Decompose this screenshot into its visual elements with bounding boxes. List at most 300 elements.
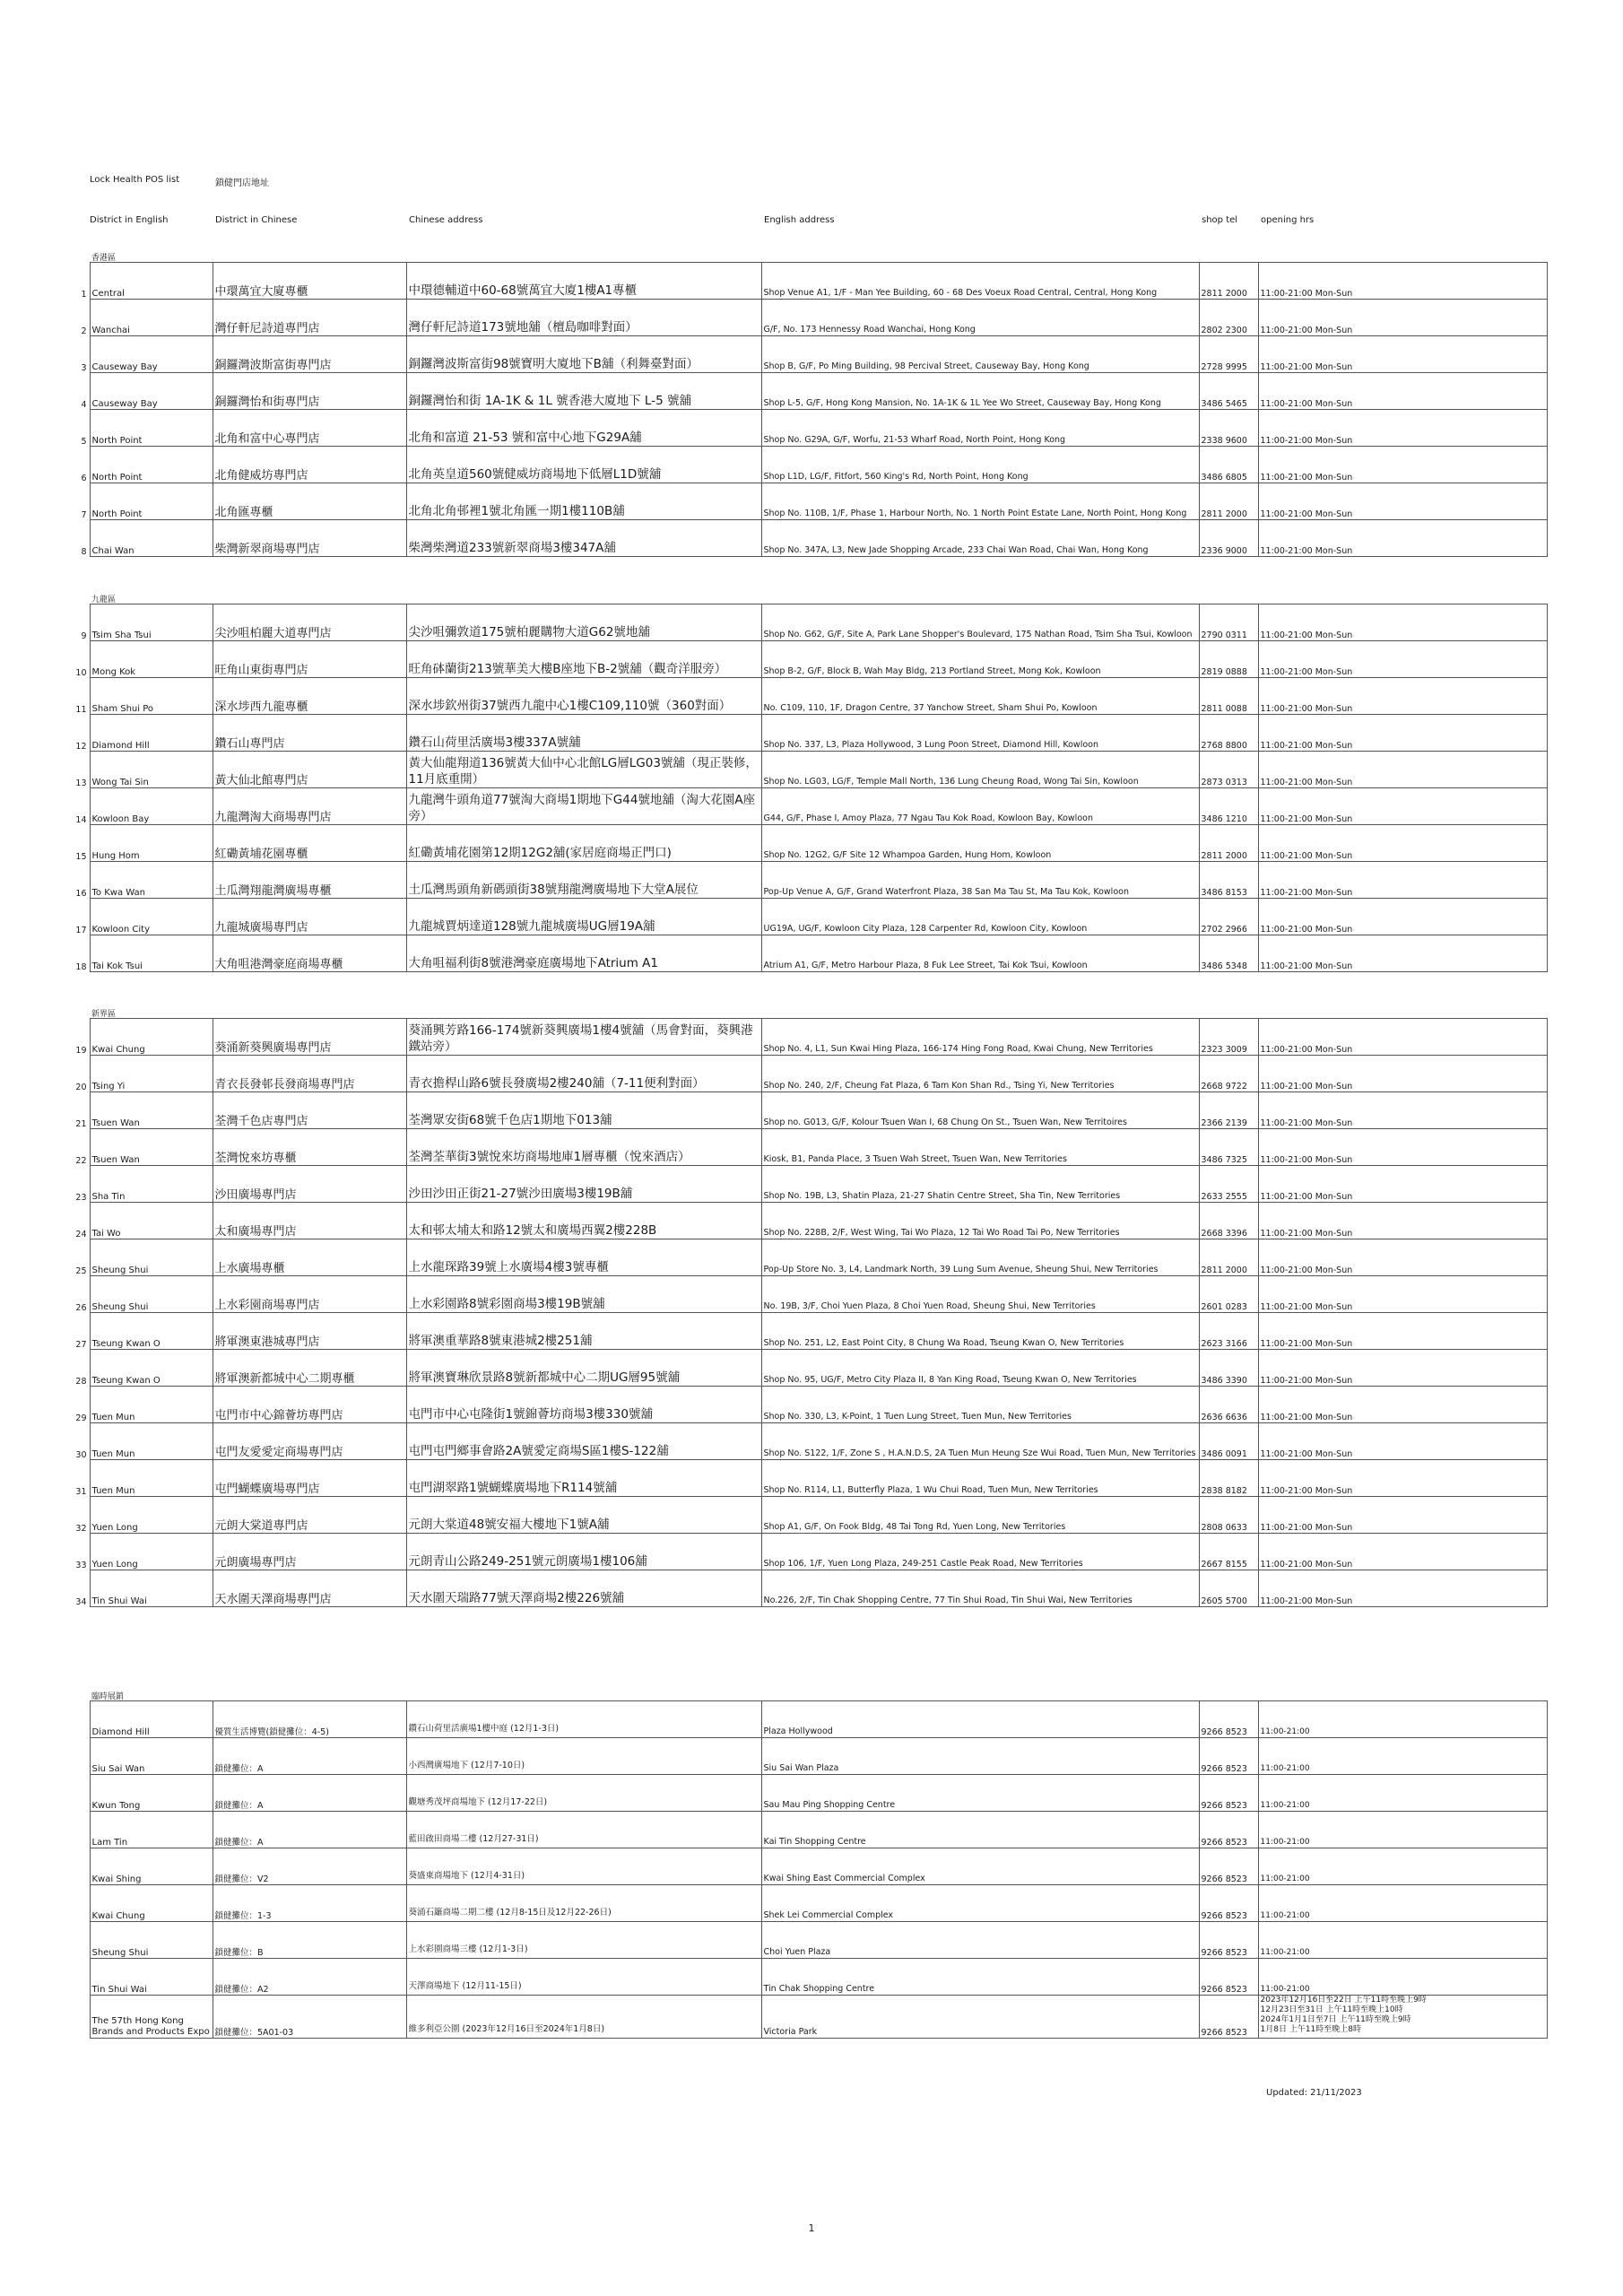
address-en: Shek Lei Commercial Complex — [761, 1885, 1199, 1922]
district-zh: 鎖健攤位：B — [213, 1922, 406, 1959]
district-zh: 土瓜灣翔龍灣廣場專櫃 — [213, 862, 406, 899]
table-row — [74, 1570, 1547, 1607]
col-district-zh: District in Chinese — [215, 215, 298, 225]
row-number: 21 — [75, 1118, 87, 1129]
shop-tel: 3486 5348 — [1199, 935, 1258, 972]
opening-hrs: 11:00-21:00 Mon-Sun — [1258, 447, 1547, 483]
row-number: 10 — [75, 667, 87, 678]
table-row — [74, 263, 1547, 300]
row-number: 33 — [75, 1560, 87, 1570]
shop-tel: 9266 8523 — [1199, 1848, 1258, 1885]
address-zh: 維多利亞公園 (2023年12月16日至2024年1月8日) — [406, 1996, 761, 2039]
shop-tel: 9266 8523 — [1199, 1996, 1258, 2039]
opening-hrs: 11:00-21:00 Mon-Sun — [1258, 300, 1547, 336]
shop-tel: 2811 2000 — [1199, 483, 1258, 520]
table-row — [74, 715, 1547, 752]
shop-tel: 9266 8523 — [1199, 1701, 1258, 1738]
table-row — [74, 1056, 1547, 1092]
table-row — [74, 1775, 1547, 1812]
district-en: Causeway Bay — [90, 336, 213, 373]
row-number: 26 — [75, 1302, 87, 1313]
address-zh: 土瓜灣馬頭角新碼頭街38號翔龍灣廣場地下大堂A展位 — [406, 862, 761, 899]
district-zh: 中環萬宜大廈專櫃 — [213, 263, 406, 300]
district-zh: 尖沙咀柏麗大道專門店 — [213, 604, 406, 641]
opening-hrs: 11:00-21:00 Mon-Sun — [1258, 373, 1547, 410]
table-row — [74, 300, 1547, 336]
updated-note: Updated: 21/11/2023 — [1266, 2088, 1362, 2098]
address-en: Shop No. LG03, LG/F, Temple Mall North, 136 Lung Cheung Road, Wong Tai Sin, Kowloon — [761, 752, 1199, 788]
shop-tel: 2323 3009 — [1199, 1019, 1258, 1056]
address-en: Shop 106, 1/F, Yuen Long Plaza, 249-251 Castle Peak Road, New Territories — [761, 1534, 1199, 1570]
district-en: To Kwa Wan — [90, 862, 213, 899]
district-zh: 青衣長發邨長發商場專門店 — [213, 1056, 406, 1092]
row-number — [74, 1959, 90, 1996]
district-zh: 荃灣千色店專門店 — [213, 1092, 406, 1129]
district-en: Kwai Chung — [90, 1885, 213, 1922]
shop-tel: 9266 8523 — [1199, 1775, 1258, 1812]
opening-hrs: 11:00-21:00 Mon-Sun — [1258, 1313, 1547, 1350]
address-en: Shop No. 330, L3, K-Point, 1 Tuen Lung Street, Tuen Mun, New Territories — [761, 1387, 1199, 1423]
district-en: Kwun Tong — [90, 1775, 213, 1812]
row-number: 12 — [75, 741, 87, 752]
table-row — [74, 935, 1547, 972]
table-row — [74, 1166, 1547, 1203]
row-number: 11 — [75, 704, 87, 715]
opening-hrs: 11:00-21:00 — [1258, 1885, 1547, 1922]
shop-tel: 2802 2300 — [1199, 300, 1258, 336]
address-zh: 屯門湖翠路1號蝴蝶廣場地下R114號舖 — [406, 1460, 761, 1497]
district-en: Sha Tin — [90, 1166, 213, 1203]
address-en: Shop No. R114, L1, Butterfly Plaza, 1 Wu Chui Road, Tuen Mun, New Territories — [761, 1460, 1199, 1497]
address-zh: 青衣擔桿山路6號長發廣場2樓240舖（7-11便利對面） — [406, 1056, 761, 1092]
row-number: 6 — [81, 473, 87, 483]
address-en: Atrium A1, G/F, Metro Harbour Plaza, 8 Fuk Lee Street, Tai Kok Tsui, Kowloon — [761, 935, 1199, 972]
shop-tel: 2667 8155 — [1199, 1534, 1258, 1570]
opening-hrs: 11:00-21:00 Mon-Sun — [1258, 1129, 1547, 1166]
opening-hrs: 11:00-21:00 Mon-Sun — [1258, 1497, 1547, 1534]
col-hours: opening hrs — [1261, 215, 1315, 225]
opening-hrs: 11:00-21:00 Mon-Sun — [1258, 1387, 1547, 1423]
district-en: North Point — [90, 447, 213, 483]
row-number — [74, 1996, 90, 2039]
shop-tel: 9266 8523 — [1199, 1738, 1258, 1775]
row-number: 20 — [75, 1082, 87, 1092]
district-zh: 鎖健攤位：A — [213, 1775, 406, 1812]
opening-hrs: 11:00-21:00 Mon-Sun — [1258, 1166, 1547, 1203]
address-en: Shop No. S122, 1/F, Zone S , H.A.N.D.S, 2A Tuen Mun Heung Sze Wui Road, Tuen Mun, New Territories — [761, 1423, 1199, 1460]
table-row — [74, 1885, 1547, 1922]
district-zh: 將軍澳新都城中心二期專櫃 — [213, 1350, 406, 1387]
region-label-nt: 新界區 — [91, 1010, 117, 1019]
address-zh: 灣仔軒尼詩道173號地舖（檀島咖啡對面） — [406, 300, 761, 336]
district-zh: 將軍澳東港城專門店 — [213, 1313, 406, 1350]
opening-hrs: 11:00-21:00 Mon-Sun — [1258, 1460, 1547, 1497]
address-zh: 觀塘秀茂坪商場地下 (12月17-22日) — [406, 1775, 761, 1812]
row-number: 24 — [75, 1229, 87, 1239]
popup-table — [74, 1700, 1548, 2039]
shop-tel: 2336 9000 — [1199, 520, 1258, 557]
district-en: Tin Shui Wai — [90, 1570, 213, 1607]
address-zh: 元朗青山公路249-251號元朗廣場1樓106舖 — [406, 1534, 761, 1570]
table-row — [74, 1092, 1547, 1129]
address-zh: 屯門屯門鄉事會路2A號愛定商場S區1樓S-122舖 — [406, 1423, 761, 1460]
opening-hrs: 11:00-21:00 Mon-Sun — [1258, 604, 1547, 641]
address-zh: 將軍澳重華路8號東港城2樓251舖 — [406, 1313, 761, 1350]
row-number — [74, 1812, 90, 1848]
address-zh: 天澤商場地下 (12月11-15日) — [406, 1959, 761, 1996]
district-zh: 屯門蝴蝶廣場專門店 — [213, 1460, 406, 1497]
table-row — [74, 752, 1547, 788]
address-zh: 紅磡黃埔花園第12期12G2舖(家居庭商場正門口) — [406, 825, 761, 862]
address-zh: 旺角砵蘭街213號華美大樓B座地下B-2號舖（觀奇洋服旁） — [406, 641, 761, 678]
opening-hrs: 11:00-21:00 Mon-Sun — [1258, 715, 1547, 752]
opening-hrs: 11:00-21:00 Mon-Sun — [1258, 825, 1547, 862]
address-en: Shop No. 110B, 1/F, Phase 1, Harbour North, No. 1 North Point Estate Lane, North Point, Hong Kong — [761, 483, 1199, 520]
district-en: Sheung Shui — [90, 1276, 213, 1313]
district-zh: 銅鑼灣波斯富街專門店 — [213, 336, 406, 373]
row-number: 25 — [75, 1265, 87, 1276]
district-zh: 鎖健攤位：A — [213, 1812, 406, 1848]
shop-tel: 2811 2000 — [1199, 1239, 1258, 1276]
table-row — [74, 1350, 1547, 1387]
col-address-zh: Chinese address — [409, 215, 483, 225]
shop-tel: 2768 8800 — [1199, 715, 1258, 752]
address-zh: 上水彩園路8號彩園商場3樓19B號舖 — [406, 1276, 761, 1313]
address-en: Shop A1, G/F, On Fook Bldg, 48 Tai Tong Rd, Yuen Long, New Territories — [761, 1497, 1199, 1534]
address-en: Shop L-5, G/F, Hong Kong Mansion, No. 1A-1K & 1L Yee Wo Street, Causeway Bay, Hong Kong — [761, 373, 1199, 410]
shop-tel: 2338 9600 — [1199, 410, 1258, 447]
district-en: Tuen Mun — [90, 1387, 213, 1423]
district-zh: 柴灣新翠商場專門店 — [213, 520, 406, 557]
row-number: 31 — [75, 1486, 87, 1497]
address-en: Shop No. 251, L2, East Point City, 8 Chung Wa Road, Tseung Kwan O, New Territories — [761, 1313, 1199, 1350]
table-row — [74, 788, 1547, 825]
opening-hrs: 11:00-21:00 Mon-Sun — [1258, 788, 1547, 825]
table-row — [74, 1460, 1547, 1497]
opening-hrs: 11:00-21:00 Mon-Sun — [1258, 641, 1547, 678]
address-en: Shop No. 240, 2/F, Cheung Fat Plaza, 6 Tam Kon Shan Rd., Tsing Yi, New Territories — [761, 1056, 1199, 1092]
address-en: Pop-Up Venue A, G/F, Grand Waterfront Plaza, 38 San Ma Tau St, Ma Tau Kok, Kowloon — [761, 862, 1199, 899]
address-en: Kwai Shing East Commercial Complex — [761, 1848, 1199, 1885]
shop-tel: 2808 0633 — [1199, 1497, 1258, 1534]
row-number: 9 — [81, 631, 87, 641]
district-zh: 太和廣場專門店 — [213, 1203, 406, 1239]
shop-tel: 2702 2966 — [1199, 899, 1258, 935]
address-en: Shop No. 4, L1, Sun Kwai Hing Plaza, 166-174 Hing Fong Road, Kwai Chung, New Territories — [761, 1019, 1199, 1056]
district-zh: 鑽石山專門店 — [213, 715, 406, 752]
row-number — [74, 1701, 90, 1738]
row-number: 19 — [75, 1045, 87, 1056]
shop-tel: 3486 1210 — [1199, 788, 1258, 825]
row-number: 32 — [75, 1523, 87, 1534]
page-number: 1 — [808, 2222, 815, 2234]
district-zh: 北角和富中心專門店 — [213, 410, 406, 447]
opening-hrs: 11:00-21:00 Mon-Sun — [1258, 899, 1547, 935]
district-en: Central — [90, 263, 213, 300]
shop-tel: 3486 6805 — [1199, 447, 1258, 483]
address-en: Sau Mau Ping Shopping Centre — [761, 1775, 1199, 1812]
address-zh: 銅鑼灣怡和街 1A-1K & 1L 號香港大廈地下 L-5 號舖 — [406, 373, 761, 410]
district-en: Sheung Shui — [90, 1922, 213, 1959]
district-en: Tseung Kwan O — [90, 1313, 213, 1350]
address-en: Shop No. 347A, L3, New Jade Shopping Arcade, 233 Chai Wan Road, Chai Wan, Hong Kong — [761, 520, 1199, 557]
district-zh: 鎖健攤位：A — [213, 1738, 406, 1775]
address-zh: 北角英皇道560號健威坊商場地下低層L1D號舖 — [406, 447, 761, 483]
shop-tel: 9266 8523 — [1199, 1922, 1258, 1959]
row-number: 1 — [81, 289, 87, 300]
district-zh: 北角健威坊專門店 — [213, 447, 406, 483]
address-zh: 屯門市中心屯隆街1號錦薈坊商場3樓330號舖 — [406, 1387, 761, 1423]
address-en: Choi Yuen Plaza — [761, 1922, 1199, 1959]
address-zh: 柴灣柴灣道233號新翠商場3樓347A舖 — [406, 520, 761, 557]
shop-tel: 3486 7325 — [1199, 1129, 1258, 1166]
row-number: 13 — [75, 778, 87, 788]
row-number: 28 — [75, 1376, 87, 1387]
opening-hrs: 11:00-21:00 Mon-Sun — [1258, 1019, 1547, 1056]
district-en: Tai Kok Tsui — [90, 935, 213, 972]
district-en: Diamond Hill — [90, 1701, 213, 1738]
table-row — [74, 1534, 1547, 1570]
opening-hrs: 11:00-21:00 — [1258, 1922, 1547, 1959]
row-number: 34 — [75, 1596, 87, 1607]
address-zh: 葵盛東商場地下 (12月4-31日) — [406, 1848, 761, 1885]
district-zh: 銅鑼灣怡和街專門店 — [213, 373, 406, 410]
shop-tel: 3486 0091 — [1199, 1423, 1258, 1460]
opening-hrs: 11:00-21:00 — [1258, 1775, 1547, 1812]
stores-table-hk — [74, 262, 1548, 557]
shop-tel: 2633 2555 — [1199, 1166, 1258, 1203]
district-en: Tsuen Wan — [90, 1129, 213, 1166]
stores-table-nt — [74, 1018, 1548, 1607]
address-zh: 沙田沙田正街21-27號沙田廣場3樓19B舖 — [406, 1166, 761, 1203]
opening-hrs: 11:00-21:00 Mon-Sun — [1258, 483, 1547, 520]
address-zh: 藍田啟田商場二樓 (12月27-31日) — [406, 1812, 761, 1848]
address-zh: 上水彩園商場三樓 (12月1-3日) — [406, 1922, 761, 1959]
row-number: 5 — [81, 436, 87, 447]
address-en: Shop No. 228B, 2/F, West Wing, Tai Wo Plaza, 12 Tai Wo Road Tai Po, New Territories — [761, 1203, 1199, 1239]
district-zh: 紅磡黃埔花園專櫃 — [213, 825, 406, 862]
opening-hrs: 11:00-21:00 — [1258, 1812, 1547, 1848]
shop-tel: 2790 0311 — [1199, 604, 1258, 641]
address-zh: 九龍城賈炳達道128號九龍城廣場UG層19A舖 — [406, 899, 761, 935]
district-en: Tin Shui Wai — [90, 1959, 213, 1996]
opening-hrs: 11:00-21:00 Mon-Sun — [1258, 520, 1547, 557]
district-en: Sheung Shui — [90, 1239, 213, 1276]
district-en: Kwai Shing — [90, 1848, 213, 1885]
address-en: No. C109, 110, 1F, Dragon Centre, 37 Yanchow Street, Sham Shui Po, Kowloon — [761, 678, 1199, 715]
shop-tel: 2623 3166 — [1199, 1313, 1258, 1350]
district-en: North Point — [90, 410, 213, 447]
row-number — [74, 1848, 90, 1885]
address-zh: 大角咀福利街8號港灣豪庭廣場地下Atrium A1 — [406, 935, 761, 972]
district-zh: 旺角山東街專門店 — [213, 641, 406, 678]
shop-tel: 2668 3396 — [1199, 1203, 1258, 1239]
shop-tel: 2728 9995 — [1199, 336, 1258, 373]
district-en: North Point — [90, 483, 213, 520]
shop-tel: 9266 8523 — [1199, 1959, 1258, 1996]
opening-hrs: 11:00-21:00 Mon-Sun — [1258, 1092, 1547, 1129]
address-en: G44, G/F, Phase I, Amoy Plaza, 77 Ngau Tau Kok Road, Kowloon Bay, Kowloon — [761, 788, 1199, 825]
district-zh: 九龍灣淘大商場專門店 — [213, 788, 406, 825]
shop-tel: 2873 0313 — [1199, 752, 1258, 788]
row-number — [74, 1775, 90, 1812]
district-zh: 天水圍天澤商場專門店 — [213, 1570, 406, 1607]
district-en: Tseung Kwan O — [90, 1350, 213, 1387]
opening-hrs: 11:00-21:00 Mon-Sun — [1258, 1570, 1547, 1607]
col-tel: shop tel — [1202, 215, 1238, 225]
address-en: Shop No. 12G2, G/F Site 12 Whampoa Garden, Hung Hom, Kowloon — [761, 825, 1199, 862]
district-zh: 鎖健攤位：1-3 — [213, 1885, 406, 1922]
address-en: Kiosk, B1, Panda Place, 3 Tsuen Wah Street, Tsuen Wan, New Territories — [761, 1129, 1199, 1166]
address-zh: 將軍澳寶琳欣景路8號新都城中心二期UG層95號舖 — [406, 1350, 761, 1387]
table-row — [74, 1276, 1547, 1313]
row-number: 15 — [75, 851, 87, 862]
district-en: Lam Tin — [90, 1812, 213, 1848]
shop-tel: 2838 8182 — [1199, 1460, 1258, 1497]
address-zh: 鑽石山荷里活廣場1樓中庭 (12月1-3日) — [406, 1701, 761, 1738]
row-number: 18 — [75, 961, 87, 972]
table-row — [74, 1313, 1547, 1350]
opening-hrs: 11:00-21:00 Mon-Sun — [1258, 752, 1547, 788]
shop-tel: 2668 9722 — [1199, 1056, 1258, 1092]
address-en: Tin Chak Shopping Centre — [761, 1959, 1199, 1996]
address-en: G/F, No. 173 Hennessy Road Wanchai, Hong Kong — [761, 300, 1199, 336]
address-en: Shop Venue A1, 1/F - Man Yee Building, 60 - 68 Des Voeux Road Central, Central, Hong Kong — [761, 263, 1199, 300]
district-en: Causeway Bay — [90, 373, 213, 410]
table-row — [74, 678, 1547, 715]
opening-hrs: 11:00-21:00 Mon-Sun — [1258, 1239, 1547, 1276]
address-en: Shop B-2, G/F, Block B, Wah May Bldg, 213 Portland Street, Mong Kok, Kowloon — [761, 641, 1199, 678]
row-number: 23 — [75, 1192, 87, 1203]
opening-hrs: 11:00-21:00 Mon-Sun — [1258, 336, 1547, 373]
row-number — [74, 1922, 90, 1959]
address-en: Shop B, G/F, Po Ming Building, 98 Percival Street, Causeway Bay, Hong Kong — [761, 336, 1199, 373]
table-row — [74, 825, 1547, 862]
shop-tel: 2605 5700 — [1199, 1570, 1258, 1607]
district-en: Tuen Mun — [90, 1423, 213, 1460]
table-row — [74, 862, 1547, 899]
address-en: Shop L1D, LG/F, Fitfort, 560 King's Rd, North Point, Hong Kong — [761, 447, 1199, 483]
region-label-popup: 臨時展銷 — [91, 1692, 125, 1701]
table-row — [74, 410, 1547, 447]
district-zh: 上水彩園商場專門店 — [213, 1276, 406, 1313]
table-row — [74, 1701, 1547, 1738]
title-en: Lock Health POS list — [90, 175, 180, 185]
address-zh: 荃灣荃華街3號悅來坊商場地庫1層專櫃（悅來酒店） — [406, 1129, 761, 1166]
district-zh: 北角匯專櫃 — [213, 483, 406, 520]
opening-hrs: 11:00-21:00 Mon-Sun — [1258, 1203, 1547, 1239]
district-zh: 鎖健攤位：V2 — [213, 1848, 406, 1885]
shop-tel: 2601 0283 — [1199, 1276, 1258, 1313]
address-zh: 鑽石山荷里活廣場3樓337A號舖 — [406, 715, 761, 752]
address-en: Siu Sai Wan Plaza — [761, 1738, 1199, 1775]
opening-hrs: 11:00-21:00 Mon-Sun — [1258, 263, 1547, 300]
district-en: Kwai Chung — [90, 1019, 213, 1056]
address-en: Shop No. 19B, L3, Shatin Plaza, 21-27 Shatin Centre Street, Sha Tin, New Territories — [761, 1166, 1199, 1203]
table-row — [74, 641, 1547, 678]
row-number — [74, 1738, 90, 1775]
opening-hrs: 11:00-21:00 — [1258, 1701, 1547, 1738]
table-row — [74, 520, 1547, 557]
district-zh: 屯門友愛愛定商場專門店 — [213, 1423, 406, 1460]
address-en: Shop No. G62, G/F, Site A, Park Lane Shopper's Boulevard, 175 Nathan Road, Tsim Sha Tsui, Kowloon — [761, 604, 1199, 641]
address-en: No.226, 2/F, Tin Chak Shopping Centre, 77 Tin Shui Road, Tin Shui Wai, New Territories — [761, 1570, 1199, 1607]
district-zh: 荃灣悅來坊專櫃 — [213, 1129, 406, 1166]
opening-hrs: 11:00-21:00 Mon-Sun — [1258, 1423, 1547, 1460]
row-number: 22 — [75, 1155, 87, 1166]
shop-tel: 3486 5465 — [1199, 373, 1258, 410]
district-en: Tsing Yi — [90, 1056, 213, 1092]
address-zh: 尖沙咀彌敦道175號柏麗購物大道G62號地舖 — [406, 604, 761, 641]
address-en: Plaza Hollywood — [761, 1701, 1199, 1738]
table-row — [74, 1129, 1547, 1166]
district-en: Tsuen Wan — [90, 1092, 213, 1129]
district-en: Tuen Mun — [90, 1460, 213, 1497]
district-zh: 九龍城廣場專門店 — [213, 899, 406, 935]
address-en: Pop-Up Store No. 3, L4, Landmark North, 39 Lung Sum Avenue, Sheung Shui, New Territories — [761, 1239, 1199, 1276]
address-zh: 九龍灣牛頭角道77號淘大商場1期地下G44號地舖（淘大花園A座旁） — [406, 788, 761, 825]
shop-tel: 2811 0088 — [1199, 678, 1258, 715]
district-zh: 大角咀港灣豪庭商場專櫃 — [213, 935, 406, 972]
opening-hrs: 11:00-21:00 Mon-Sun — [1258, 678, 1547, 715]
opening-hrs: 11:00-21:00 Mon-Sun — [1258, 862, 1547, 899]
district-en: Wanchai — [90, 300, 213, 336]
table-row — [74, 373, 1547, 410]
row-number: 3 — [81, 362, 87, 373]
district-en: Kowloon City — [90, 899, 213, 935]
col-district-en: District in English — [90, 215, 169, 225]
address-zh: 元朗大棠道48號安福大樓地下1號A舖 — [406, 1497, 761, 1534]
opening-hrs: 11:00-21:00 Mon-Sun — [1258, 1350, 1547, 1387]
row-number: 17 — [75, 925, 87, 935]
district-en: Yuen Long — [90, 1497, 213, 1534]
table-row — [74, 1848, 1547, 1885]
district-en: Kowloon Bay — [90, 788, 213, 825]
address-en: Kai Tin Shopping Centre — [761, 1812, 1199, 1848]
address-zh: 黃大仙龍翔道136號黃大仙中心北館LG層LG03號舖（現正裝修，11月底重開） — [406, 752, 761, 788]
district-zh: 黃大仙北館專門店 — [213, 752, 406, 788]
opening-hrs: 11:00-21:00 — [1258, 1738, 1547, 1775]
row-number: 29 — [75, 1413, 87, 1423]
table-row — [74, 1387, 1547, 1423]
table-row — [74, 1239, 1547, 1276]
shop-tel: 3486 8153 — [1199, 862, 1258, 899]
district-en: Tai Wo — [90, 1203, 213, 1239]
district-en: Wong Tai Sin — [90, 752, 213, 788]
district-en: Tsim Sha Tsui — [90, 604, 213, 641]
table-row — [74, 604, 1547, 641]
table-row — [74, 1423, 1547, 1460]
district-zh: 元朗大棠道專門店 — [213, 1497, 406, 1534]
shop-tel: 3486 3390 — [1199, 1350, 1258, 1387]
district-en: Diamond Hill — [90, 715, 213, 752]
row-number: 30 — [75, 1449, 87, 1460]
row-number: 16 — [75, 888, 87, 899]
district-zh: 沙田廣場專門店 — [213, 1166, 406, 1203]
address-en: Shop No. 95, UG/F, Metro City Plaza II, 8 Yan King Road, Tseung Kwan O, New Territories — [761, 1350, 1199, 1387]
shop-tel: 9266 8523 — [1199, 1885, 1258, 1922]
row-number: 27 — [75, 1339, 87, 1350]
row-number — [74, 1885, 90, 1922]
district-en: Hung Hom — [90, 825, 213, 862]
table-row — [74, 483, 1547, 520]
district-zh: 優質生活博覽(鎖健攤位：4-5) — [213, 1701, 406, 1738]
col-address-en: English address — [764, 215, 835, 225]
address-zh: 深水埗欽州街37號西九龍中心1樓C109,110號（360對面） — [406, 678, 761, 715]
district-zh: 鎖健攤位：5A01-03 — [213, 1996, 406, 2039]
stores-table-kowloon — [74, 604, 1548, 972]
opening-hrs: 11:00-21:00 Mon-Sun — [1258, 1276, 1547, 1313]
